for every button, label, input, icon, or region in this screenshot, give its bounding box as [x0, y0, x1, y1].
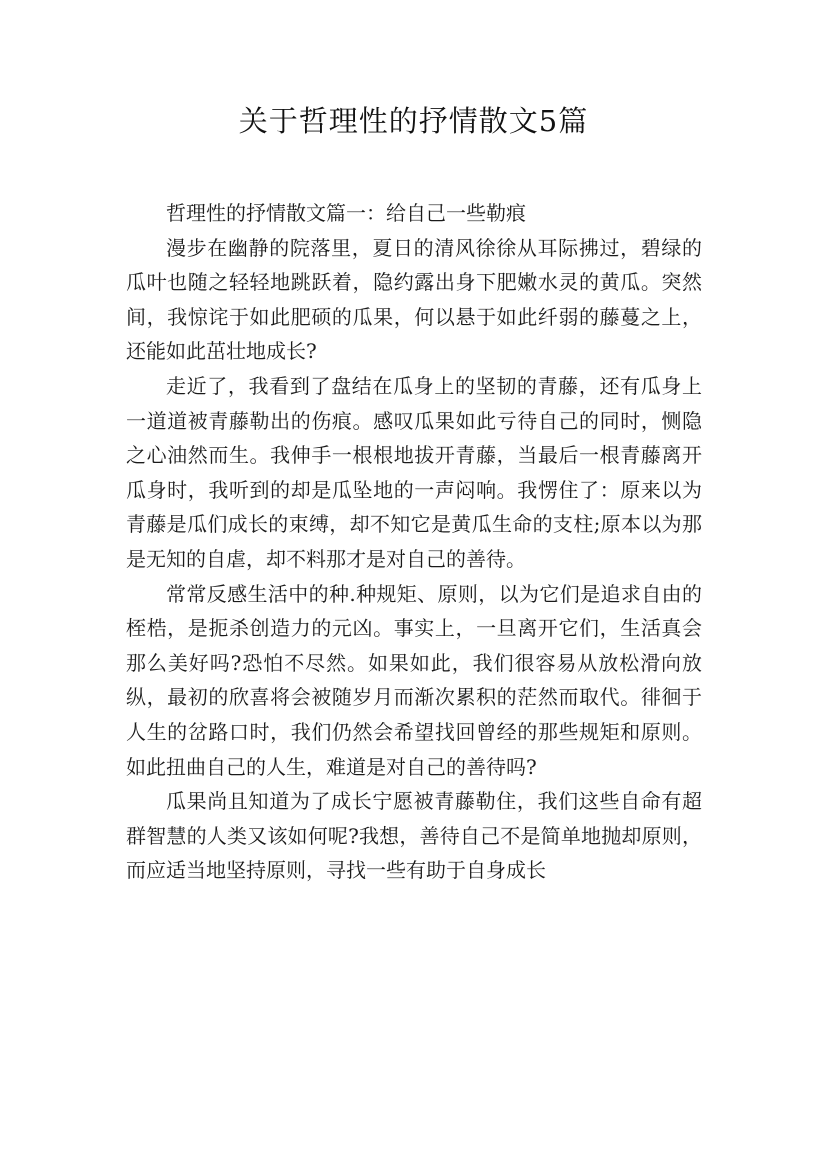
body-paragraph: 瓜果尚且知道为了成长宁愿被青藤勒住，我们这些自命有超群智慧的人类又该如何呢?我想，善待自己不是简单地抛却原则，而应适当地坚持原则，寻找一些有助于自身成长	[126, 789, 702, 883]
body-paragraph: 走近了，我看到了盘结在瓜身上的坚韧的青藤，还有瓜身上一道道被青藤勒出的伤痕。感叹瓜果如此亏待自己的同时，恻隐之心油然而生。我伸手一根根地拔开青藤，当最后一根青藤离开瓜身时，我听到的却是瓜坠地的一声闷响。我愣住了：原来以为青藤是瓜们成长的束缚，却不知它是黄瓜生命的支柱;原本以为那是无知的自虐，却不料那才是对自己的善待。	[126, 373, 702, 571]
document-body	[126, 196, 702, 888]
document-title: 关于哲理性的抒情散文5篇	[238, 104, 589, 138]
body-paragraph: 常常反感生活中的种.种规矩、原则，以为它们是追求自由的桎梏，是扼杀创造力的元凶。事实上，一旦离开它们，生活真会那么美好吗?恐怕不尽然。如果如此，我们很容易从放松滑向放纵，最初的欣喜将会被随岁月而渐次累积的茫然而取代。徘徊于人生的岔路口时，我们仍然会希望找回曾经的那些规矩和原则。如此扭曲自己的人生，难道是对自己的善待吗?	[126, 581, 702, 779]
body-paragraph: 漫步在幽静的院落里，夏日的清风徐徐从耳际拂过，碧绿的瓜叶也随之轻轻地跳跃着，隐约露出身下肥嫩水灵的黄瓜。突然间，我惊诧于如此肥硕的瓜果，何以悬于如此纤弱的藤蔓之上，还能如此茁壮地成长?	[126, 235, 702, 364]
section-heading: 哲理性的抒情散文篇一：给自己一些勒痕	[166, 201, 526, 225]
